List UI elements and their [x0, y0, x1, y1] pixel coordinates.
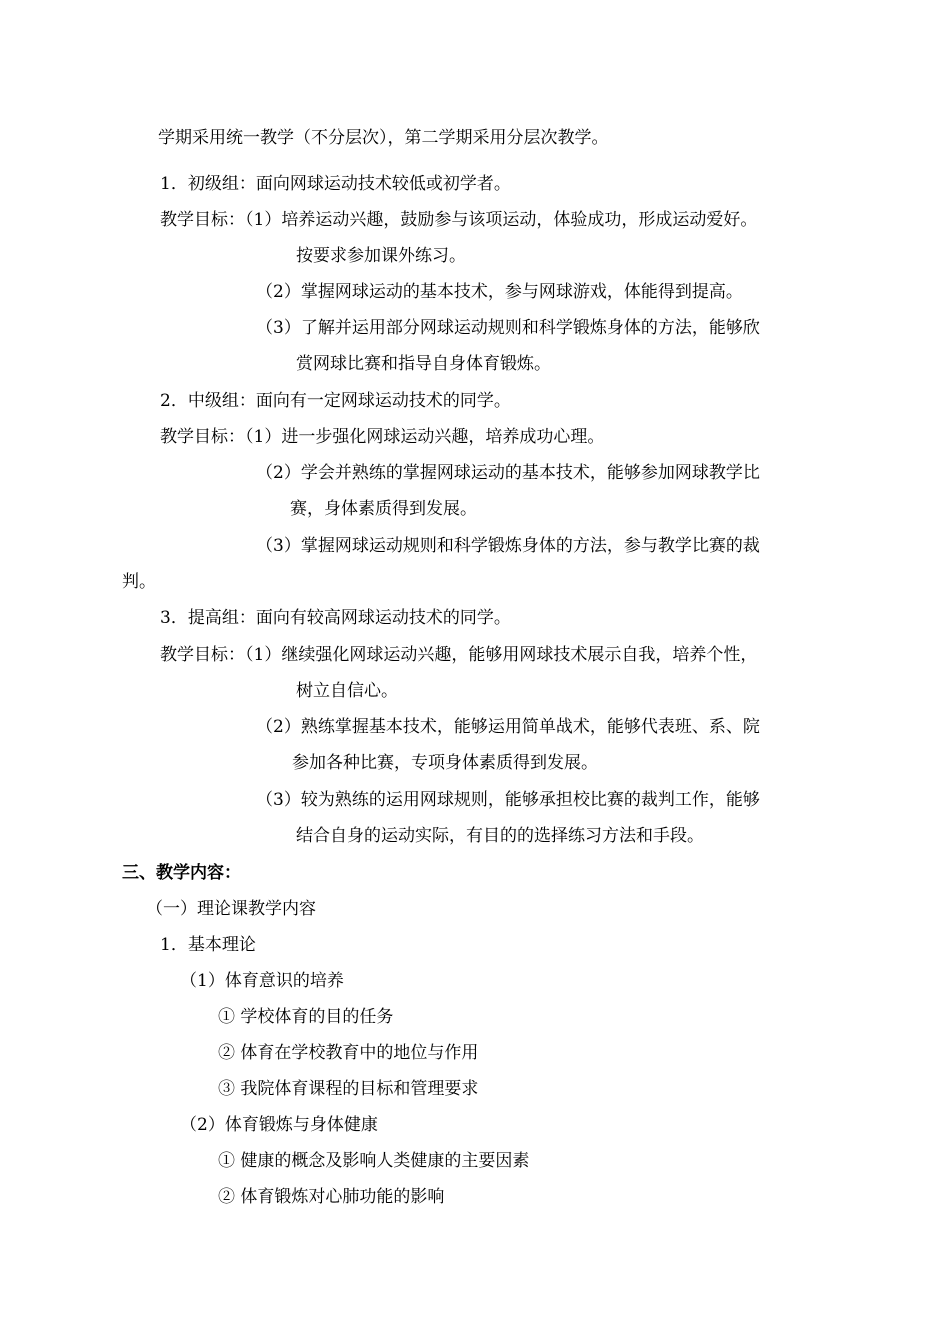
goal-line: 教学目标：（1）培养运动兴趣，鼓励参与该项运动，体验成功，形成运动爱好。 [160, 210, 758, 230]
group-heading-intermediate: 2．中级组：面向有一定网球运动技术的同学。 [160, 391, 511, 411]
topic-heading: 1．基本理论 [160, 935, 256, 955]
goal-line: 按要求参加课外练习。 [296, 246, 466, 266]
topic-item: （2）体育锻炼与身体健康 [180, 1115, 378, 1135]
topic-subitem: ① 健康的概念及影响人类健康的主要因素 [218, 1151, 530, 1171]
goal-line: 结合自身的运动实际，有目的的选择练习方法和手段。 [296, 826, 704, 846]
topic-subitem: ② 体育在学校教育中的地位与作用 [218, 1043, 479, 1063]
topic-item: （1）体育意识的培养 [180, 971, 344, 991]
goal-line: （3）了解并运用部分网球运动规则和科学锻炼身体的方法，能够欣 [256, 318, 760, 338]
goal-line: 判。 [122, 572, 156, 592]
goal-line: （2）熟练掌握基本技术，能够运用简单战术，能够代表班、系、院 [256, 717, 760, 737]
goal-line: 赏网球比赛和指导自身体育锻炼。 [296, 354, 551, 374]
goal-line: 参加各种比赛，专项身体素质得到发展。 [292, 753, 598, 773]
topic-subitem: ① 学校体育的目的任务 [218, 1007, 394, 1027]
goal-line: （2）掌握网球运动的基本技术，参与网球游戏，体能得到提高。 [256, 282, 743, 302]
goal-line: 教学目标：（1）进一步强化网球运动兴趣，培养成功心理。 [160, 427, 605, 447]
group-heading-advanced: 3．提高组：面向有较高网球运动技术的同学。 [160, 608, 511, 628]
goal-line: 赛，身体素质得到发展。 [290, 499, 477, 519]
topic-subitem: ② 体育锻炼对心肺功能的影响 [218, 1187, 445, 1207]
goal-line: 教学目标：（1）继续强化网球运动兴趣，能够用网球技术展示自我，培养个性， [160, 645, 758, 665]
goal-line: 树立自信心。 [296, 681, 398, 701]
subsection-heading: （一）理论课教学内容 [146, 899, 316, 919]
goal-line: （2）学会并熟练的掌握网球运动的基本技术，能够参加网球教学比 [256, 463, 760, 483]
group-heading-beginner: 1．初级组：面向网球运动技术较低或初学者。 [160, 174, 511, 194]
section-heading: 三、教学内容： [122, 863, 241, 883]
topic-subitem: ③ 我院体育课程的目标和管理要求 [218, 1079, 479, 1099]
goal-line: （3）掌握网球运动规则和科学锻炼身体的方法，参与教学比赛的裁 [256, 536, 760, 556]
paragraph-line: 学期采用统一教学（不分层次），第二学期采用分层次教学。 [158, 128, 609, 148]
goal-line: （3）较为熟练的运用网球规则，能够承担校比赛的裁判工作，能够 [256, 790, 760, 810]
